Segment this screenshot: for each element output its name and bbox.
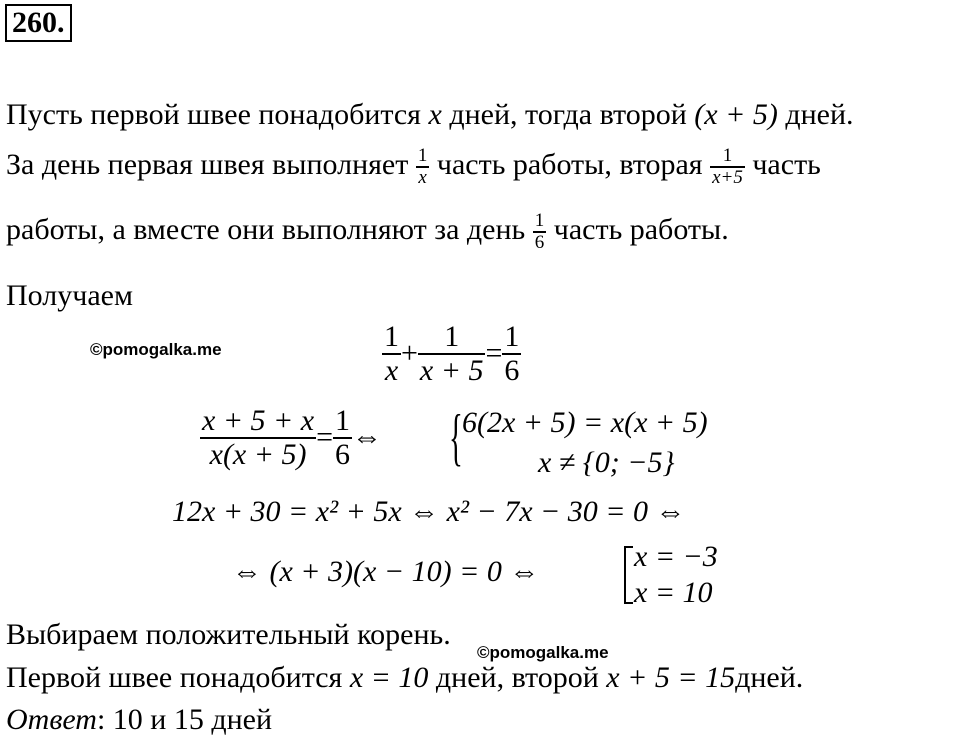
equation-4: ⇔ (x + 3)(x − 10) = 0 ⇔	[232, 555, 540, 588]
fraction-1-over-6	[533, 211, 547, 253]
text-segment: Пусть первой швее понадобится	[6, 98, 429, 131]
problem-number: 260.	[5, 4, 72, 42]
text-line-4: Получаем	[6, 279, 133, 312]
math-expression: x + 5 = 15	[606, 661, 736, 694]
fraction	[418, 321, 486, 386]
conclusion-line-1: Выбираем положительный корень.	[6, 618, 451, 651]
text-segment: дней, второй	[428, 661, 607, 694]
equation-1	[382, 321, 521, 386]
iff-symbol: ⇔	[352, 420, 383, 454]
solution-2: x = 10	[634, 576, 713, 609]
text-segment: работы, а вместе они выполняют за день	[6, 212, 533, 246]
fraction-numerator: 1	[384, 320, 399, 353]
watermark: ©pomogalka.me	[90, 340, 222, 359]
text-segment: За день первая швея выполняет	[6, 147, 416, 181]
fraction-denominator: 6	[335, 437, 351, 471]
math-expression: x = 10	[349, 661, 429, 694]
conclusion-line-2	[6, 663, 803, 693]
fraction-denominator: x + 5	[419, 353, 484, 387]
answer-value: 10 и 15 дней	[105, 703, 273, 736]
text-segment: часть	[744, 147, 821, 181]
answer-label: Ответ	[6, 703, 97, 736]
fraction	[502, 321, 521, 386]
system-line-1: 6(2x + 5) = x(x + 5)	[462, 406, 708, 439]
math-expression: (x + 5)	[694, 98, 778, 131]
text-line-1	[6, 100, 854, 130]
fraction-denominator: x	[418, 166, 427, 188]
fraction-1-over-x-plus-5	[710, 146, 745, 188]
fraction-numerator: 1	[722, 145, 733, 166]
text-segment: дней.	[777, 98, 854, 131]
fraction-denominator: x(x + 5)	[209, 437, 307, 471]
fraction-numerator: 1	[534, 210, 545, 231]
text-segment: часть работы, вторая	[429, 147, 711, 181]
bracket-icon	[624, 546, 633, 604]
equation-2	[200, 405, 382, 470]
fraction-numerator: 1	[417, 145, 428, 166]
solution-1: x = −3	[634, 540, 718, 573]
equation-3: 12x + 30 = x² + 5x ⇔ x² − 7x − 30 = 0 ⇔	[172, 495, 686, 528]
system-line-2: x ≠ {0; −5}	[538, 446, 675, 479]
fraction-denominator: 6	[534, 231, 545, 253]
text-segment: Первой швее понадобится	[6, 661, 350, 694]
text-line-3	[6, 211, 729, 253]
text-line-2	[6, 146, 821, 188]
text-segment: часть работы.	[546, 212, 729, 246]
watermark: ©pomogalka.me	[477, 643, 609, 662]
fraction-numerator: 1	[444, 320, 460, 353]
answer-colon: :	[96, 703, 106, 736]
fraction	[333, 405, 352, 470]
equals-sign: =	[316, 420, 334, 454]
fraction	[382, 321, 401, 386]
fraction-numerator: 1	[335, 404, 351, 437]
plus-sign: +	[401, 336, 418, 370]
text-segment: дней, тогда второй	[441, 98, 695, 131]
text-segment: дней.	[735, 661, 804, 694]
fraction-denominator: x	[384, 353, 399, 387]
fraction-1-over-x	[416, 146, 430, 188]
variable-x: x	[428, 98, 442, 131]
equals-sign: =	[485, 336, 503, 370]
fraction	[200, 405, 316, 470]
fraction-numerator: x + 5 + x	[202, 404, 315, 437]
fraction-numerator: 1	[504, 320, 520, 353]
fraction-denominator: x+5	[712, 166, 743, 188]
answer-line	[6, 705, 272, 735]
fraction-denominator: 6	[504, 353, 520, 387]
brace-icon: {	[449, 401, 463, 472]
